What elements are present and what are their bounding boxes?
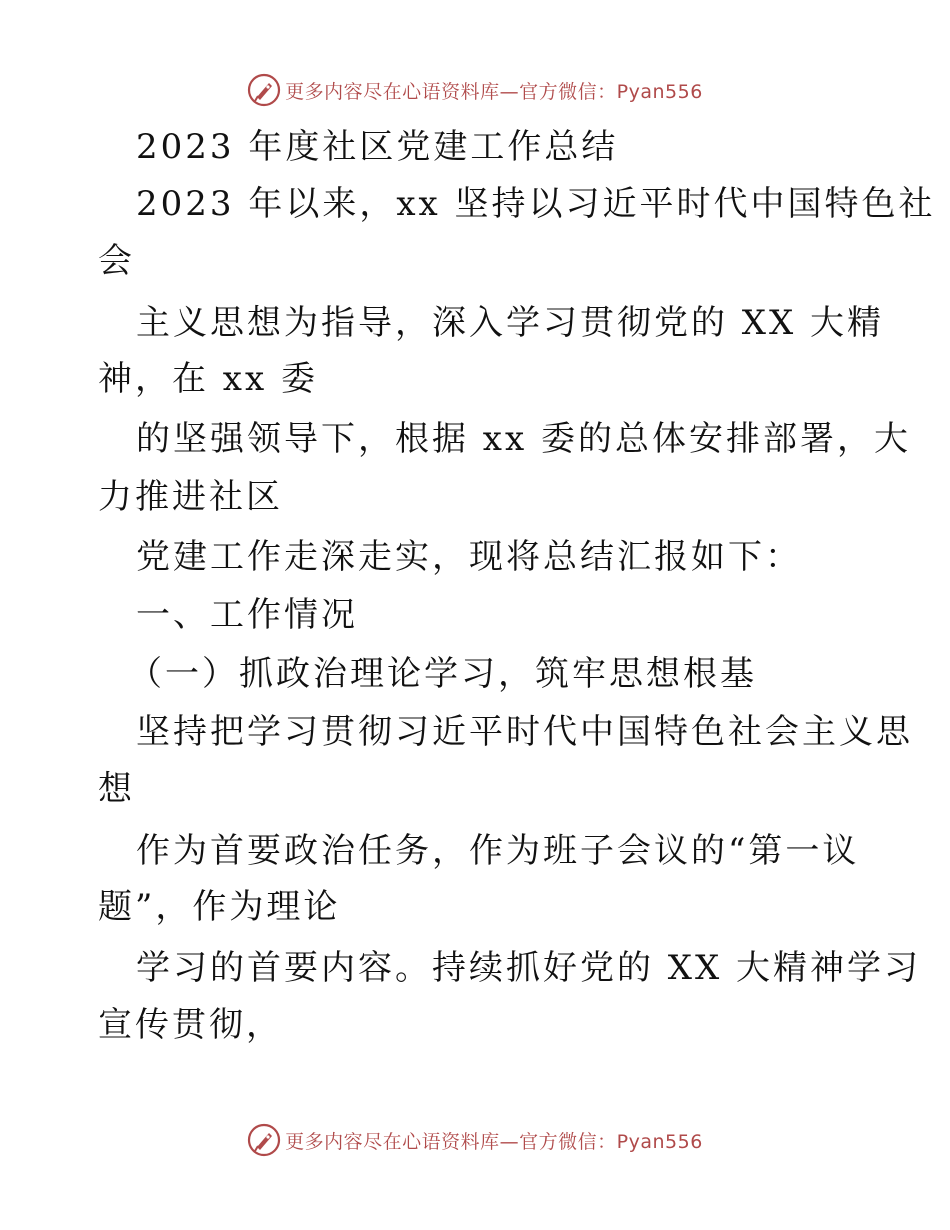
pen-nib-logo-icon [247,1123,281,1157]
paragraph-line: 的坚强领导下，根据 xx 委的总体安排部署，大 [136,419,911,459]
pen-nib-logo-icon [247,73,281,107]
paragraph-line: 坚持把学习贯彻习近平时代中国特色社会主义思 [136,712,913,752]
paragraph-line: 党建工作走深走实，现将总结汇报如下： [136,537,802,577]
document-title: 2023 年度社区党建工作总结 [136,127,619,167]
header-banner-text: 更多内容尽在心语资料库—官方微信：Pyan556 [285,80,703,103]
paragraph-line: 作为首要政治任务，作为班子会议的“第一议 [136,831,860,871]
paragraph-line: 学习的首要内容。持续抓好党的 XX 大精神学习 [136,948,922,988]
paragraph-line: 主义思想为指导，深入学习贯彻党的 XX 大精 [136,303,885,343]
paragraph-line: 力推进社区 [98,477,283,517]
paragraph-line: 2023 年以来，xx 坚持以习近平时代中国特色社 [136,184,936,224]
paragraph-line: 神，在 xx 委 [98,359,318,399]
paragraph-line: 宣传贯彻， [98,1005,283,1045]
section-heading: 一、工作情况 [136,595,358,635]
paragraph-line: 想 [98,769,135,809]
paragraph-line: 会 [98,241,135,281]
subsection-heading: （一）抓政治理论学习，筑牢思想根基 [128,654,757,694]
header-watermark [0,70,950,110]
paragraph-line: 题”，作为理论 [98,887,341,927]
footer-watermark [0,1120,950,1160]
footer-banner-text: 更多内容尽在心语资料库—官方微信：Pyan556 [285,1130,703,1153]
